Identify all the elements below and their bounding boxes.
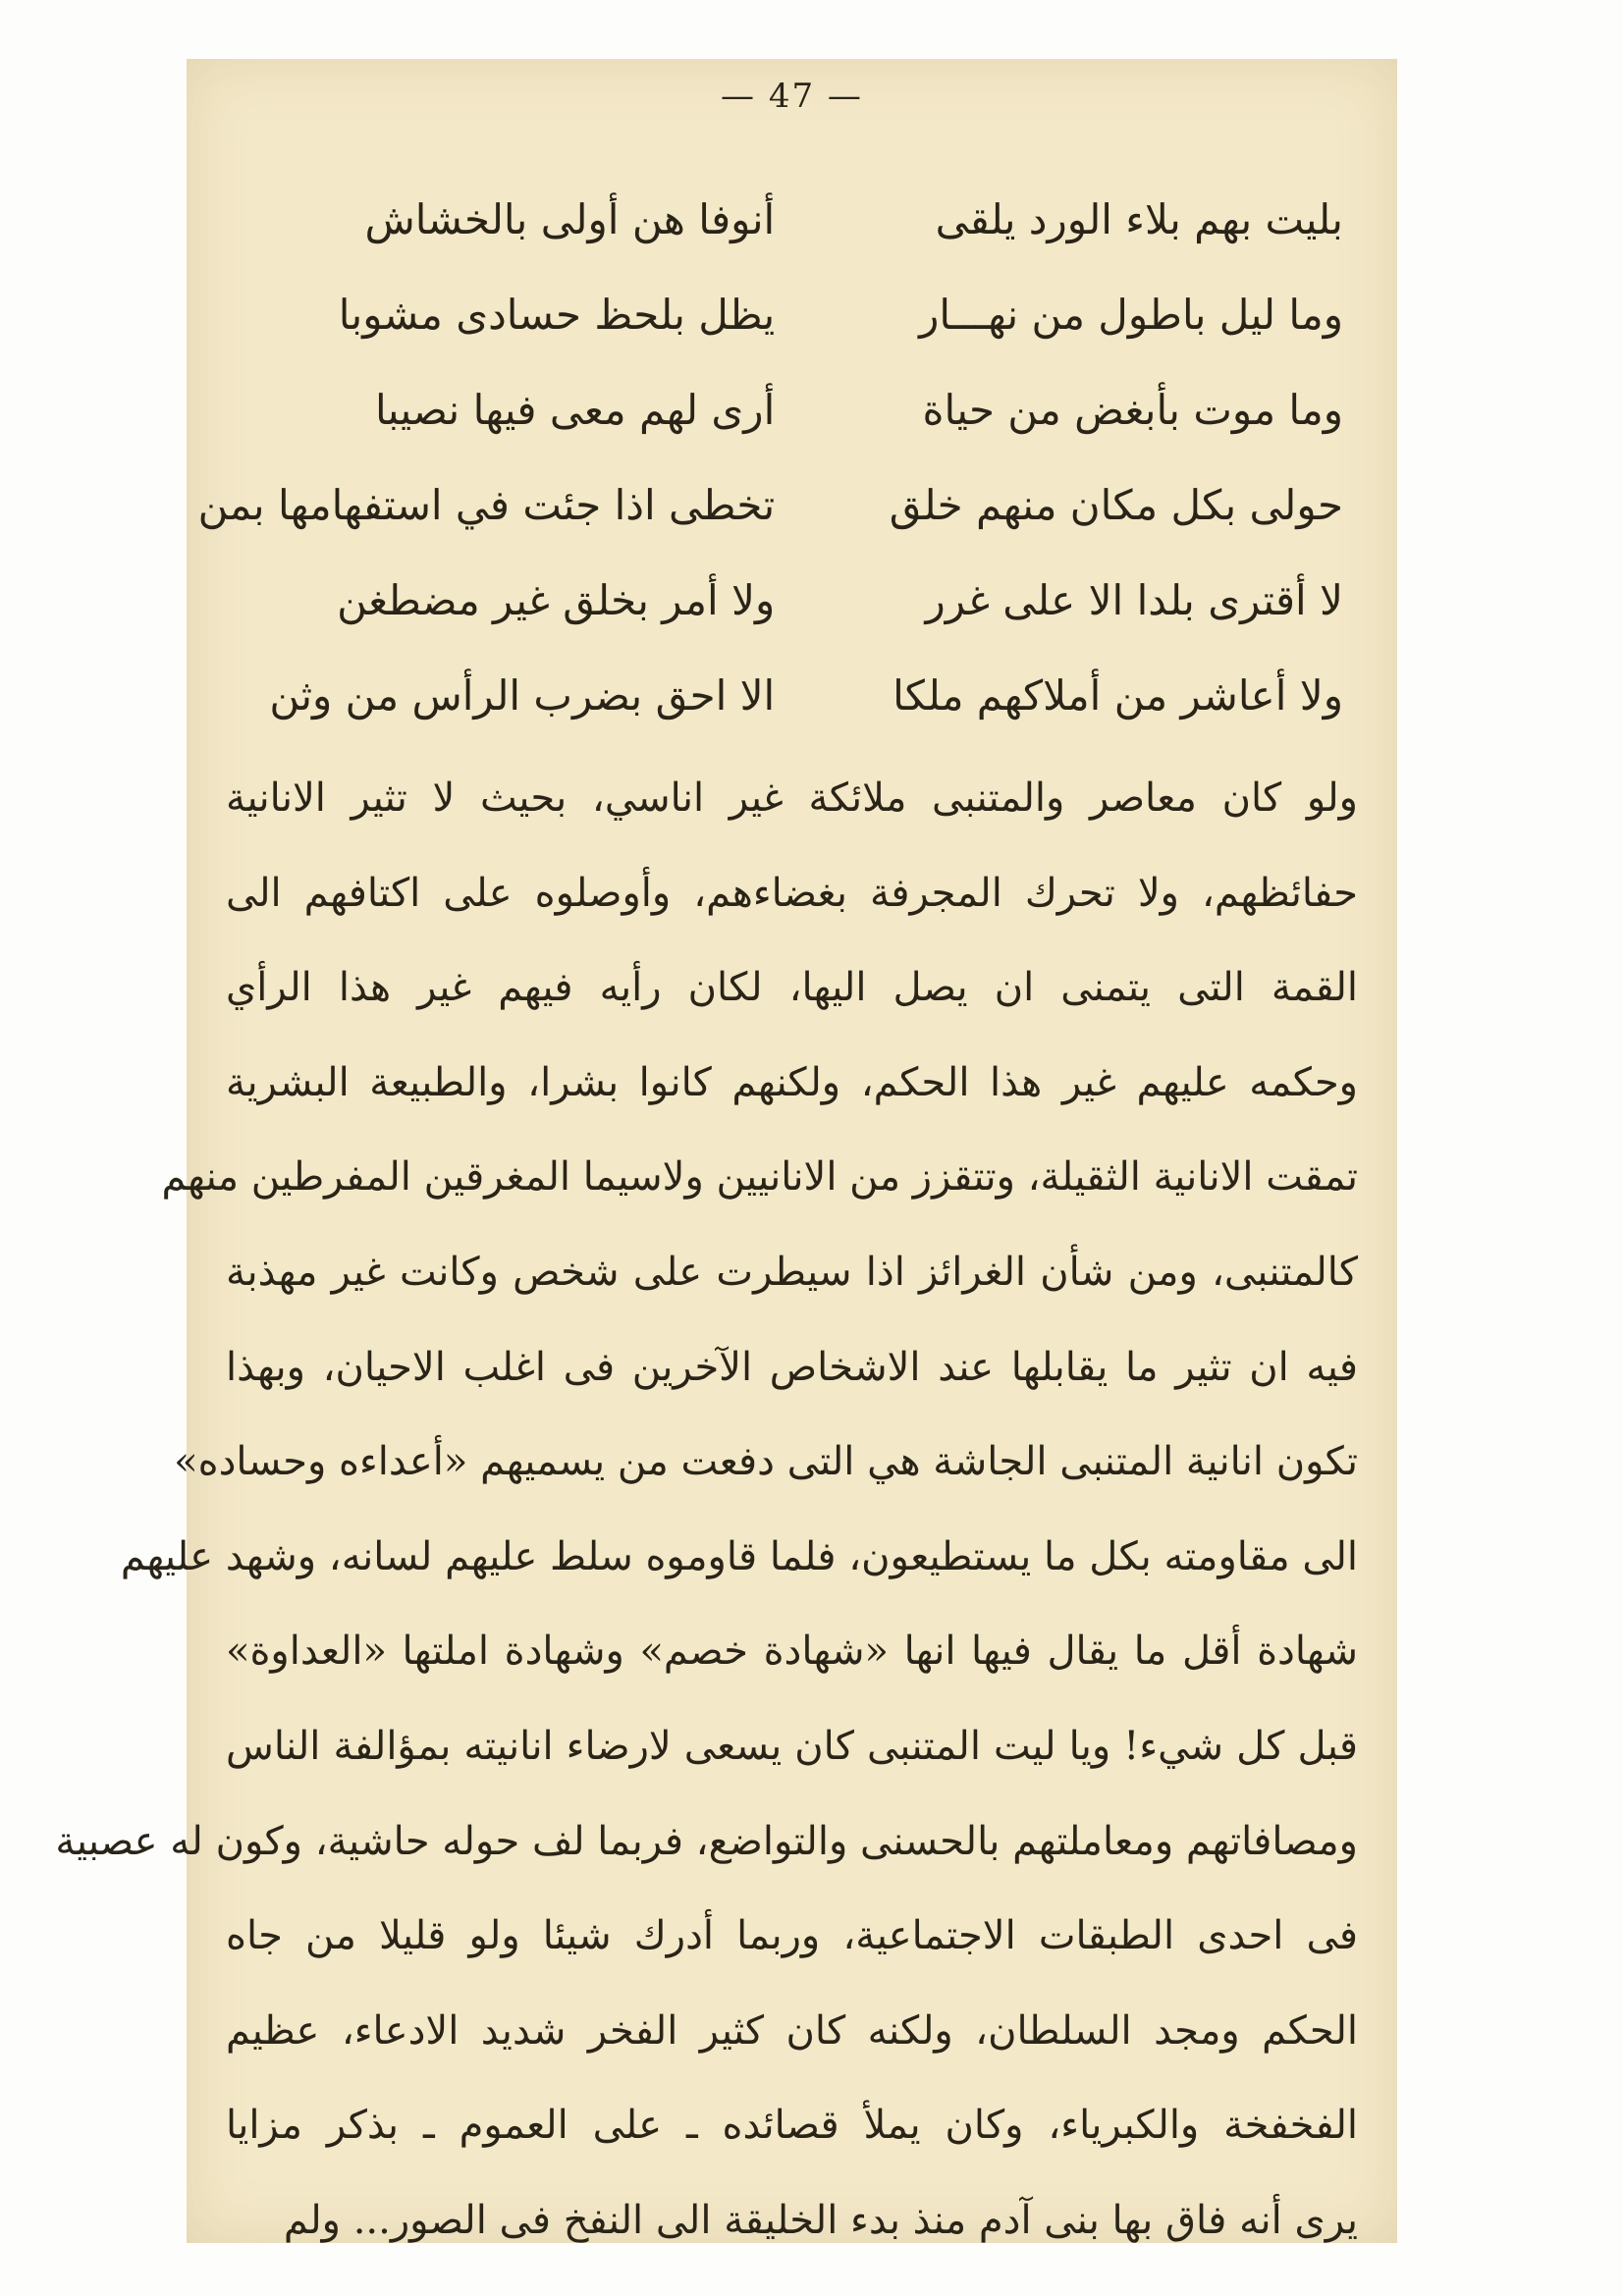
verse-first-hemistich: وما ليل باطول من نهـــار	[919, 291, 1343, 339]
prose-line: قبل كل شيء! ويا ليت المتنبى كان يسعى لارضاء انانيته بمؤالفة الناس	[226, 1723, 1358, 1769]
prose-body	[55, 751, 1358, 2269]
verse-first-hemistich: لا أقترى بلدا الا على غرر	[925, 576, 1343, 624]
poem-verses	[197, 172, 1343, 743]
prose-line: كالمتنبى، ومن شأن الغرائز اذا سيطرت على شخص وكانت غير مهذبة	[226, 1249, 1358, 1295]
verse-first-hemistich: حولى بكل مكان منهم خلق	[889, 481, 1343, 529]
verse-second-hemistich: الا احق بضرب الرأس من وثن	[269, 671, 776, 720]
prose-line: شهادة أقل ما يقال فيها انها «شهادة خصم» وشهادة املتها «العداوة»	[226, 1629, 1358, 1675]
verse-second-hemistich: ولا أمر بخلق غير مضطغن	[337, 576, 776, 624]
prose-line: حفائظهم، ولا تحرك المجرفة بغضاءهم، وأوصلوه على اكتافهم الى	[226, 870, 1358, 916]
prose-line: الى مقاومته بكل ما يستطيعون، فلما قاوموه سلط عليهم لسانه، وشهد عليهم	[120, 1533, 1358, 1579]
verse-first-hemistich: بليت بهم بلاء الورد يلقى	[935, 195, 1343, 243]
verse-second-hemistich: تخطى اذا جئت في استفهامها بمن	[197, 481, 776, 529]
verse-line	[250, 267, 1343, 362]
prose-line: يرى أنه فاق بها بنى آدم منذ بدء الخليقة الى النفخ فى الصور... ولم	[283, 2197, 1358, 2243]
verse-line	[250, 172, 1343, 267]
verse-line	[250, 362, 1343, 457]
prose-line: ومصافاتهم ومعاملتهم بالحسنى والتواضع، فربما لف حوله حاشية، وكون له عصبية	[55, 1818, 1358, 1864]
prose-line: فيه ان تثير ما يقابلها عند الاشخاص الآخرين فى اغلب الاحيان، وبهذا	[226, 1344, 1358, 1390]
verse-second-hemistich: أنوفا هن أولى بالخشاش	[364, 195, 776, 243]
verse-line	[250, 553, 1343, 648]
prose-line: فى احدى الطبقات الاجتماعية، وربما أدرك شيئا ولو قليلا من جاه	[226, 1913, 1358, 1959]
prose-line: تمقت الانانية الثقيلة، وتتقزز من الانانيين ولاسيما المغرقين المفرطين منهم	[161, 1154, 1358, 1201]
verse-line	[197, 457, 1343, 553]
verse-first-hemistich: وما موت بأبغض من حياة	[922, 386, 1343, 434]
prose-line: الفخفخة والكبرياء، وكان يملأ قصائده ـ على العموم ـ بذكر مزايا	[226, 2103, 1358, 2149]
prose-line: تكون انانية المتنبى الجاشة هي التى دفعت من يسميهم «أعداءه وحساده»	[174, 1439, 1358, 1485]
prose-line: الحكم ومجد السلطان، ولكنه كان كثير الفخر شديد الادعاء، عظيم	[226, 2007, 1358, 2054]
verse-first-hemistich: ولا أعاشر من أملاكهم ملكا	[893, 671, 1343, 720]
verse-line	[250, 648, 1343, 743]
verse-second-hemistich: يظل بلحظ حسادى مشوبا	[338, 291, 776, 339]
page-number: — 47 —	[721, 77, 863, 116]
prose-line: ولو كان معاصر والمتنبى ملائكة غير اناسي، بحيث لا تثير الانانية	[226, 775, 1358, 821]
prose-line: القمة التى يتمنى ان يصل اليها، لكان رأيه فيهم غير هذا الرأي	[226, 965, 1358, 1011]
book-page	[55, 59, 1397, 2243]
verse-second-hemistich: أرى لهم معى فيها نصيبا	[374, 386, 776, 434]
prose-line: وحكمه عليهم غير هذا الحكم، ولكنهم كانوا بشرا، والطبيعة البشرية	[226, 1059, 1358, 1105]
